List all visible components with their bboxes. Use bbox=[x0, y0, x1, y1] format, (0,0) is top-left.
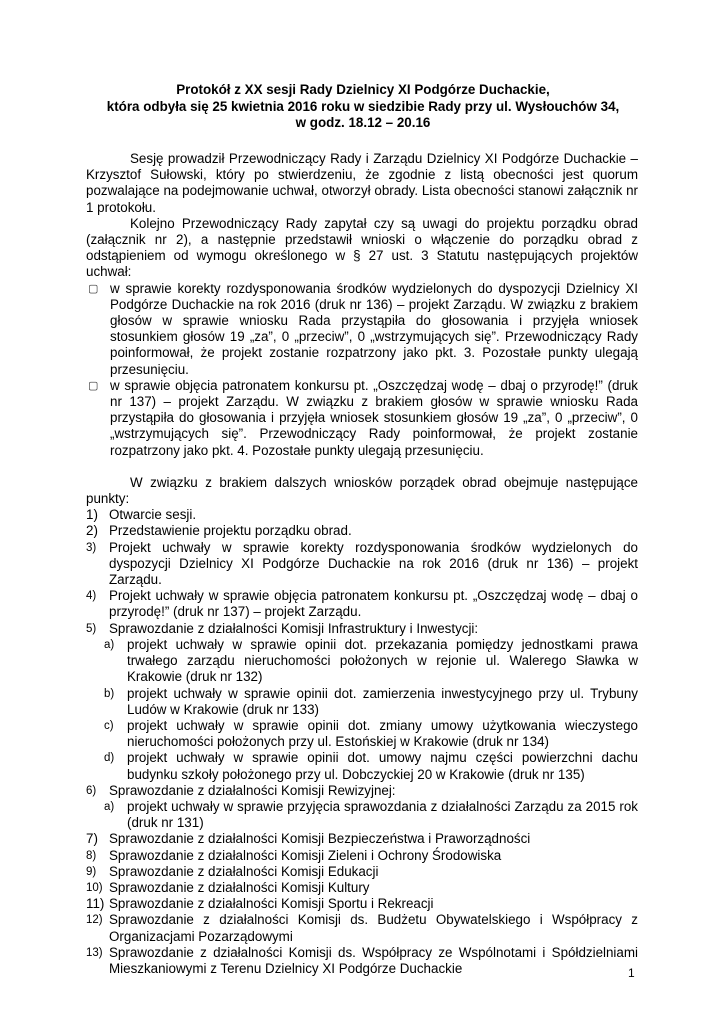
agenda-item: 7) Sprawozdanie z działalności Komisji Bezpieczeństwa i Praworządności bbox=[86, 831, 531, 847]
agenda-item: 3) Projekt uchwały w sprawie korekty rozdysponowania środków wydzielonych do dyspozycji Dzielnicy XI Podgórze Duchackie na rok 2016 (druk nr 136) – projekt Zarządu. bbox=[86, 539, 638, 588]
sub-item: a) projekt uchwały w sprawie przyjęcia sprawozdania z działalności Zarządu za 2015 rok (druk nr 131) bbox=[104, 798, 638, 831]
agenda-list bbox=[86, 507, 638, 977]
page-number: 1 bbox=[628, 966, 635, 980]
sub-item: a) projekt uchwały w sprawie opinii dot. przekazania pomiędzy jednostkami prawa trwałego zarządu nieruchomości położonych w rejonie ul. Walerego Sławka w Krakowie (druk nr 132) bbox=[104, 636, 638, 685]
agenda-item: 2) Przedstawienie projektu porządku obrad. bbox=[86, 523, 352, 539]
list-item: ▢ w sprawie korekty rozdysponowania środków wydzielonych do dyspozycji Dzielnicy XI Podgórze Duchackie na rok 2016 (druk nr 136) – projekt Zarządu. W związku z brakiem głosów w sprawie wniosku Rada przystąpiła do głosowania i przyjęła wniosek stosunkiem głosów 19 „za”, 0 „przeciw”, 0 „wstrzymujących się”. Przewodniczący Rady poinformował, że projekt zostanie rozpatrzony jako pkt. 3. Pozostałe punkty ulegają przesunięciu. bbox=[88, 280, 638, 377]
sublist-infrastructure bbox=[86, 637, 638, 783]
protocol-title bbox=[90, 82, 636, 132]
agenda-item: 4) Projekt uchwały w sprawie objęcia patronatem konkursu pt. „Oszczędzaj wodę – dbaj o przyrodę!” (druk nr 137) – projekt Zarządu. bbox=[86, 588, 638, 620]
agenda-item: 10) Sprawozdanie z działalności Komisji Kultury bbox=[86, 879, 370, 895]
title-line-1: Protokół z XX sesji Rady Dzielnicy XI Podgórze Duchackie, bbox=[176, 82, 550, 97]
title-line-2: która odbyła się 25 kwietnia 2016 roku w siedzibie Rady przy ul. Wysłouchów 34, bbox=[106, 98, 620, 114]
sub-item: b) projekt uchwały w sprawie opinii dot. zamierzenia inwestycyjnego przy ul. Trybuny Ludów w Krakowie (druk nr 133) bbox=[104, 685, 638, 717]
agenda-item: 9) Sprawozdanie z działalności Komisji Edukacji bbox=[86, 863, 379, 879]
paragraph-agenda-motions: Kolejno Przewodniczący Rady zapytał czy są uwagi do projektu porządku obrad (załącznik nr 2), a następnie przedstawił wnioski o włączenie do porządku obrad z odstąpieniem od wymogu określonego w § 27 ust. 3 Statutu następujących projektów uchwał: bbox=[86, 215, 638, 280]
document-body bbox=[86, 151, 638, 977]
agenda-item: 12) Sprawozdanie z działalności Komisji ds. Budżetu Obywatelskiego i Współpracy z Organizacjami Pozarządowymi bbox=[86, 912, 638, 944]
list-item: ▢ w sprawie objęcia patronatem konkursu pt. „Oszczędzaj wodę – dbaj o przyrodę!” (druk nr 137) – projekt Zarządu. W związku z brakiem głosów w sprawie wniosku Rada przystąpiła do głosowania i przyjęła wniosek stosunkiem głosów 19 „za”, 0 „przeciw”, 0 „wstrzymujących się”. Przewodniczący Rady poinformował, że projekt zostanie rozpatrzony jako pkt. 4. Pozostałe punkty ulegają przesunięciu. bbox=[88, 377, 638, 458]
agenda-subitems bbox=[86, 799, 638, 831]
sublist-audit bbox=[86, 799, 638, 831]
agenda-item: 11) Sprawozdanie z działalności Komisji Sportu i Rekreacji bbox=[86, 896, 434, 912]
agenda-item: 8) Sprawozdanie z działalności Komisji Zieleni i Ochrony Środowiska bbox=[86, 847, 502, 863]
agenda-subitems bbox=[86, 637, 638, 783]
bullet-box-icon: ▢ bbox=[88, 379, 99, 392]
title-line-3: w godz. 18.12 – 20.16 bbox=[295, 115, 431, 130]
paragraph-opening: Sesję prowadził Przewodniczący Rady i Zarządu Dzielnicy XI Podgórze Duchackie – Krzysztof Sułowski, który po stwierdzeniu, że zgodnie z listą obecności jest quorum pozwalające na podejmowanie uchwał, otworzył obrady. Lista obecności stanowi załącznik nr 1 protokołu. bbox=[86, 151, 638, 215]
sub-item: d) projekt uchwały w sprawie opinii dot. umowy najmu części powierzchni dachu budynku szkoły położonego przy ul. Dobczyckiej 20 w Krakowie (druk nr 135) bbox=[104, 750, 638, 782]
agenda-item: 1) Otwarcie sesji. bbox=[86, 507, 197, 523]
motions-list bbox=[86, 281, 638, 459]
agenda-item: 6) Sprawozdanie z działalności Komisji Rewizyjnej: bbox=[86, 782, 396, 798]
agenda-item: 13) Sprawozdanie z działalności Komisji ds. Współpracy ze Wspólnotami i Spółdzielniami Mieszkaniowymi z Terenu Dzielnicy XI Podgórze Duchackie bbox=[86, 944, 638, 976]
paragraph-agenda-intro: W związku z brakiem dalszych wniosków porządek obrad obejmuje następujące punkty: bbox=[86, 474, 638, 507]
agenda-item: 5) Sprawozdanie z działalności Komisji Infrastruktury i Inwestycji: bbox=[86, 620, 479, 636]
sub-item: c) projekt uchwały w sprawie opinii dot. zmiany umowy użytkowania wieczystego nieruchomości położonych przy ul. Estońskiej w Krakowie (druk nr 134) bbox=[104, 717, 638, 750]
bullet-box-icon: ▢ bbox=[88, 282, 99, 295]
